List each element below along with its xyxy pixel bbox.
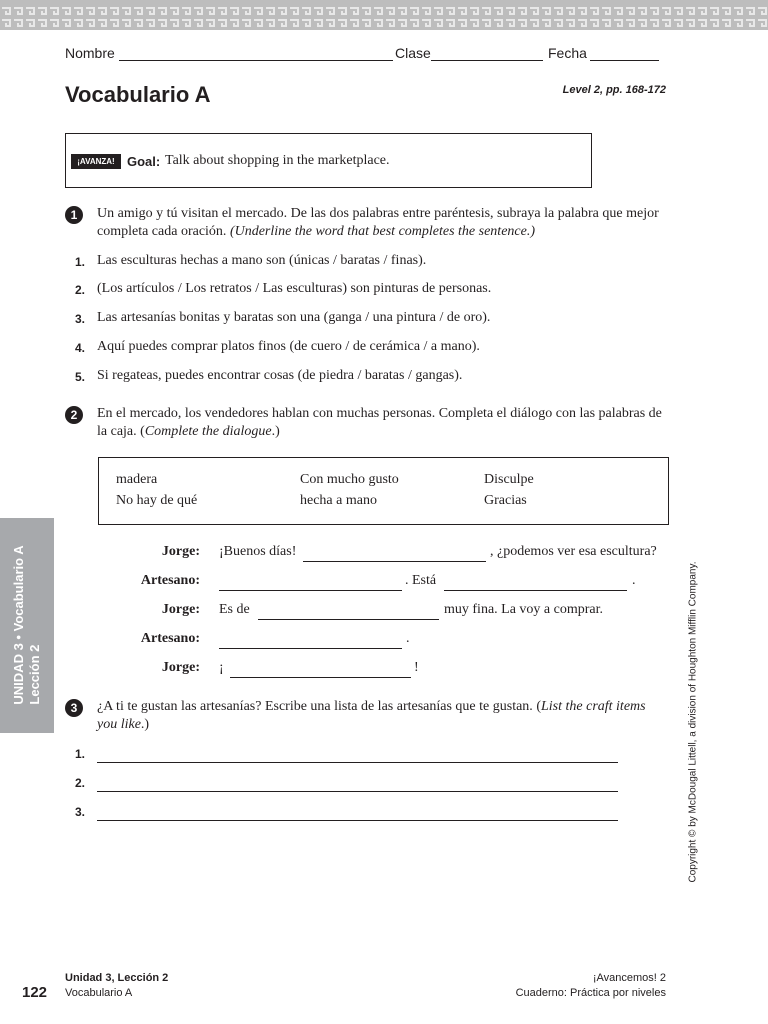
- exercise2-instructions-en: Complete the dialogue: [144, 424, 272, 439]
- exercise2-instructions: En el mercado, los vendedores hablan con muchas personas. Completa el diálogo con las palabras de la caja. (Complete the dialogue.): [97, 406, 662, 439]
- item-number: 2.: [74, 283, 85, 297]
- item-number: 1.: [74, 747, 85, 761]
- dialogue-text: . Está: [405, 573, 437, 588]
- clase-label: Clase: [395, 45, 431, 61]
- dialogue-text: .: [632, 573, 636, 588]
- word-box-item: Gracias: [484, 493, 527, 508]
- item-number: 4.: [74, 341, 85, 355]
- side-tab-leccion: Lección 2: [27, 644, 42, 705]
- side-tab-section: Vocabulario A: [11, 545, 26, 632]
- speaker-label: Jorge:: [161, 660, 200, 675]
- word-box-item: Con mucho gusto: [300, 472, 399, 487]
- goal-box: [65, 133, 592, 188]
- answer-line-1[interactable]: [97, 762, 618, 763]
- side-tab-unidad: UNIDAD 3: [11, 643, 26, 705]
- word-box-item: No hay de qué: [116, 493, 198, 508]
- answer-line-2[interactable]: [97, 791, 618, 792]
- dialogue-text: .: [406, 631, 410, 646]
- footer-section: Vocabulario A: [65, 987, 133, 999]
- exercise-number-badge: 1: [65, 206, 83, 224]
- exercise1-instructions-es: Un amigo y tú visitan el mercado. De las dos palabras entre paréntesis, subraya la palabra que mejor completa cada oración.: [97, 206, 659, 239]
- side-tab-label: UNIDAD 3 • Vocabulario A Lección 2: [11, 545, 42, 705]
- dialogue-blank[interactable]: [230, 677, 411, 678]
- item-number: 2.: [74, 776, 85, 790]
- speaker-label: Artesano:: [140, 631, 200, 646]
- dialogue-blank[interactable]: [219, 590, 402, 591]
- dialogue-text: muy fina. La voy a comprar.: [444, 602, 604, 617]
- item-number: 1.: [74, 255, 85, 269]
- exercise1-instructions-en: (Underline the word that best completes the sentence.): [229, 224, 536, 239]
- footer-book: ¡Avancemos! 2: [592, 972, 666, 984]
- side-tab: [0, 518, 54, 733]
- speaker-label: Jorge:: [161, 602, 200, 617]
- dialogue-text: , ¿podemos ver esa escultura?: [490, 544, 657, 559]
- exercise3-instructions-es: ¿A ti te gustan las artesanías? Escribe una lista de las artesanías que te gustan.: [97, 699, 533, 714]
- dialogue-text: Es de: [219, 602, 250, 617]
- exercise1-item-4[interactable]: Aquí puedes comprar platos finos (de cuero / de cerámica / a mano).: [97, 339, 480, 354]
- goal-label: Goal:: [127, 154, 161, 169]
- dialogue-text: ¡Buenos días!: [219, 544, 297, 559]
- level-reference: Level 2, pp. 168-172: [562, 84, 666, 96]
- exercise1-instructions: [97, 205, 667, 241]
- decorative-top-band: [0, 0, 768, 30]
- exercise-number-badge: 2: [65, 406, 83, 424]
- dialogue-text: !: [414, 660, 419, 675]
- goal-text: Talk about shopping in the marketplace.: [165, 153, 390, 168]
- exercise2-instructions-es: En el mercado, los vendedores hablan con muchas personas. Completa el diálogo con las palabras de la caja.: [97, 406, 662, 439]
- word-box-item: Disculpe: [484, 472, 534, 487]
- avanza-badge: ¡AVANZA!: [71, 154, 121, 169]
- item-number: 3.: [74, 312, 85, 326]
- exercise1-item-5[interactable]: Si regateas, puedes encontrar cosas (de piedra / baratas / gangas).: [97, 368, 463, 383]
- item-number: 3.: [74, 805, 85, 819]
- page-title: Vocabulario A: [65, 82, 211, 107]
- item-number: 5.: [74, 370, 85, 384]
- nombre-field[interactable]: [119, 60, 393, 61]
- copyright-notice: Copyright © by McDougal Littell, a division of Houghton Mifflin Company.: [687, 561, 699, 883]
- dialogue-blank[interactable]: [258, 619, 439, 620]
- dialogue-blank[interactable]: [219, 648, 402, 649]
- fecha-label: Fecha: [548, 45, 587, 61]
- exercise-number-badge: 3: [65, 699, 83, 717]
- pattern-icon: [0, 0, 768, 30]
- clase-field[interactable]: [431, 60, 543, 61]
- exercise3-instructions: ¿A ti te gustan las artesanías? Escribe una lista de las artesanías que te gustan. (List the craft items you like.): [97, 699, 646, 732]
- footer-workbook: Cuaderno: Práctica por niveles: [515, 987, 666, 999]
- exercise3-instructions-en: List the craft items you like: [97, 699, 646, 732]
- dialogue-blank[interactable]: [444, 590, 627, 591]
- speaker-label: Jorge:: [161, 544, 200, 559]
- page-number: 122: [22, 984, 48, 1001]
- nombre-label: Nombre: [65, 45, 115, 61]
- exercise1-item-1[interactable]: Las esculturas hechas a mano son (únicas / baratas / finas).: [97, 253, 427, 268]
- dialogue-text: ¡: [219, 660, 224, 675]
- dialogue-blank[interactable]: [303, 561, 486, 562]
- word-box: [98, 457, 669, 525]
- footer-unit: Unidad 3, Lección 2: [65, 972, 169, 984]
- word-box-item: madera: [116, 472, 158, 487]
- word-box-item: hecha a mano: [300, 493, 377, 508]
- answer-line-3[interactable]: [97, 820, 618, 821]
- exercise1-item-2[interactable]: (Los artículos / Los retratos / Las esculturas) son pinturas de personas.: [97, 281, 492, 296]
- fecha-field[interactable]: [590, 60, 659, 61]
- speaker-label: Artesano:: [140, 573, 200, 588]
- exercise1-item-3[interactable]: Las artesanías bonitas y baratas son una (ganga / una pintura / de oro).: [97, 310, 491, 325]
